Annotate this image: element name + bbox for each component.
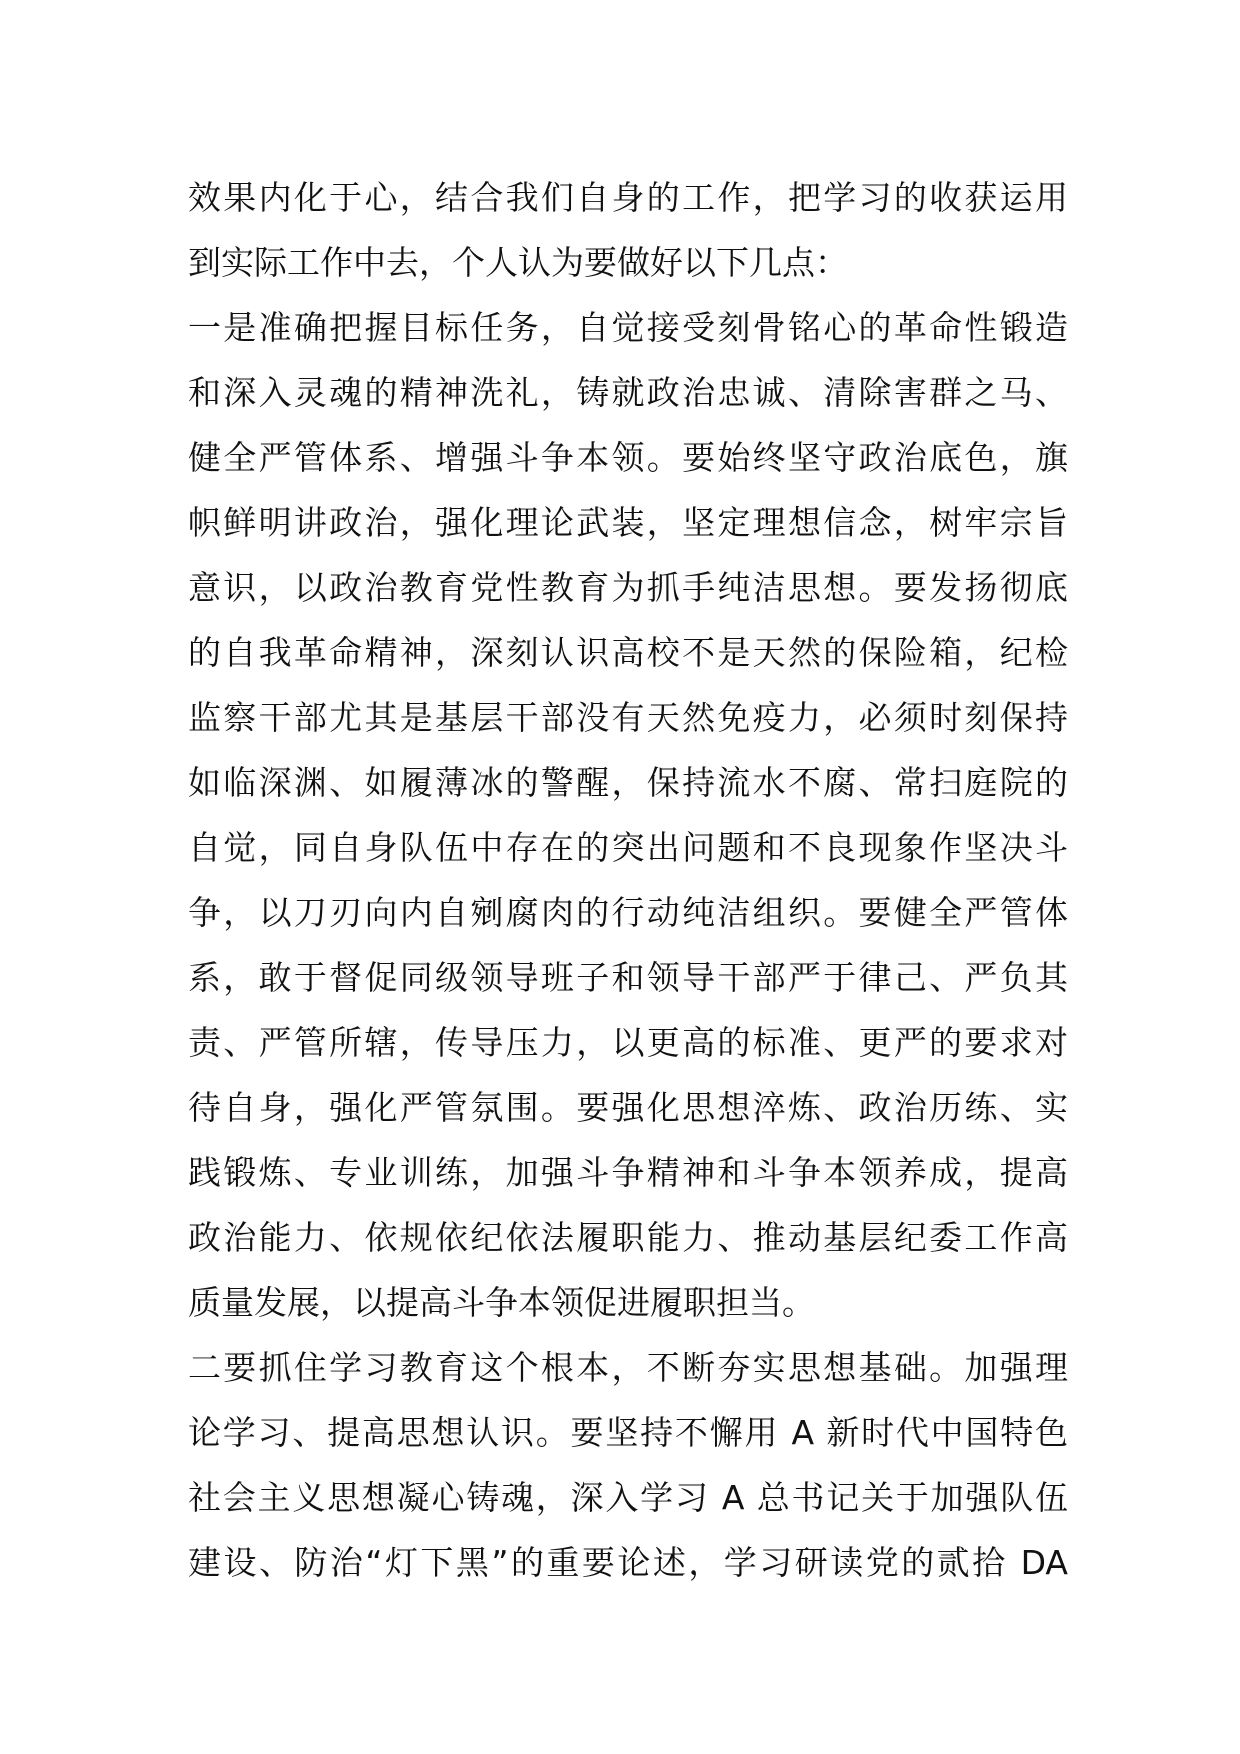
text-line: 社会主义思想凝心铸魂，深入学习 A 总书记关于加强队伍 <box>188 1478 1068 1517</box>
body-text <box>188 165 1068 1595</box>
text-line: 监察干部尤其是基层干部没有天然免疫力，必须时刻保持 <box>188 698 1068 737</box>
text-line: 待自身，强化严管氛围。要强化思想淬炼、政治历练、实 <box>188 1088 1068 1127</box>
text-line: 政治能力、依规依纪依法履职能力、推动基层纪委工作高 <box>188 1218 1068 1257</box>
text-line: 一是准确把握目标任务，自觉接受刻骨铭心的革命性锻造 <box>188 308 1068 347</box>
text-line: 责、严管所辖，传导压力，以更高的标准、更严的要求对 <box>188 1023 1068 1062</box>
text-line: 帜鲜明讲政治，强化理论武装，坚定理想信念，树牢宗旨 <box>188 503 1068 542</box>
text-line: 争，以刀刃向内自剜腐肉的行动纯洁组织。要健全严管体 <box>188 893 1068 932</box>
text-line: 践锻炼、专业训练，加强斗争精神和斗争本领养成，提高 <box>188 1153 1068 1192</box>
text-line: 建设、防治“灯下黑”的重要论述，学习研读党的贰拾 DA <box>188 1543 1068 1582</box>
text-line: 如临深渊、如履薄冰的警醒，保持流水不腐、常扫庭院的 <box>188 763 1068 802</box>
text-line: 意识，以政治教育党性教育为抓手纯洁思想。要发扬彻底 <box>188 568 1068 607</box>
text-line: 效果内化于心，结合我们自身的工作，把学习的收获运用 <box>188 178 1068 217</box>
text-line: 的自我革命精神，深刻认识高校不是天然的保险箱，纪检 <box>188 633 1068 672</box>
text-line: 自觉，同自身队伍中存在的突出问题和不良现象作坚决斗 <box>188 828 1068 867</box>
text-line: 二要抓住学习教育这个根本，不断夯实思想基础。加强理 <box>188 1348 1068 1387</box>
text-line: 质量发展，以提高斗争本领促进履职担当。 <box>188 1283 815 1322</box>
text-line: 和深入灵魂的精神洗礼，铸就政治忠诚、清除害群之马、 <box>188 373 1068 412</box>
text-line: 论学习、提高思想认识。要坚持不懈用 A 新时代中国特色 <box>188 1413 1068 1452</box>
text-line: 到实际工作中去，个人认为要做好以下几点： <box>188 243 848 282</box>
text-line: 健全严管体系、增强斗争本领。要始终坚守政治底色，旗 <box>188 438 1068 477</box>
text-line: 系，敢于督促同级领导班子和领导干部严于律己、严负其 <box>188 958 1068 997</box>
